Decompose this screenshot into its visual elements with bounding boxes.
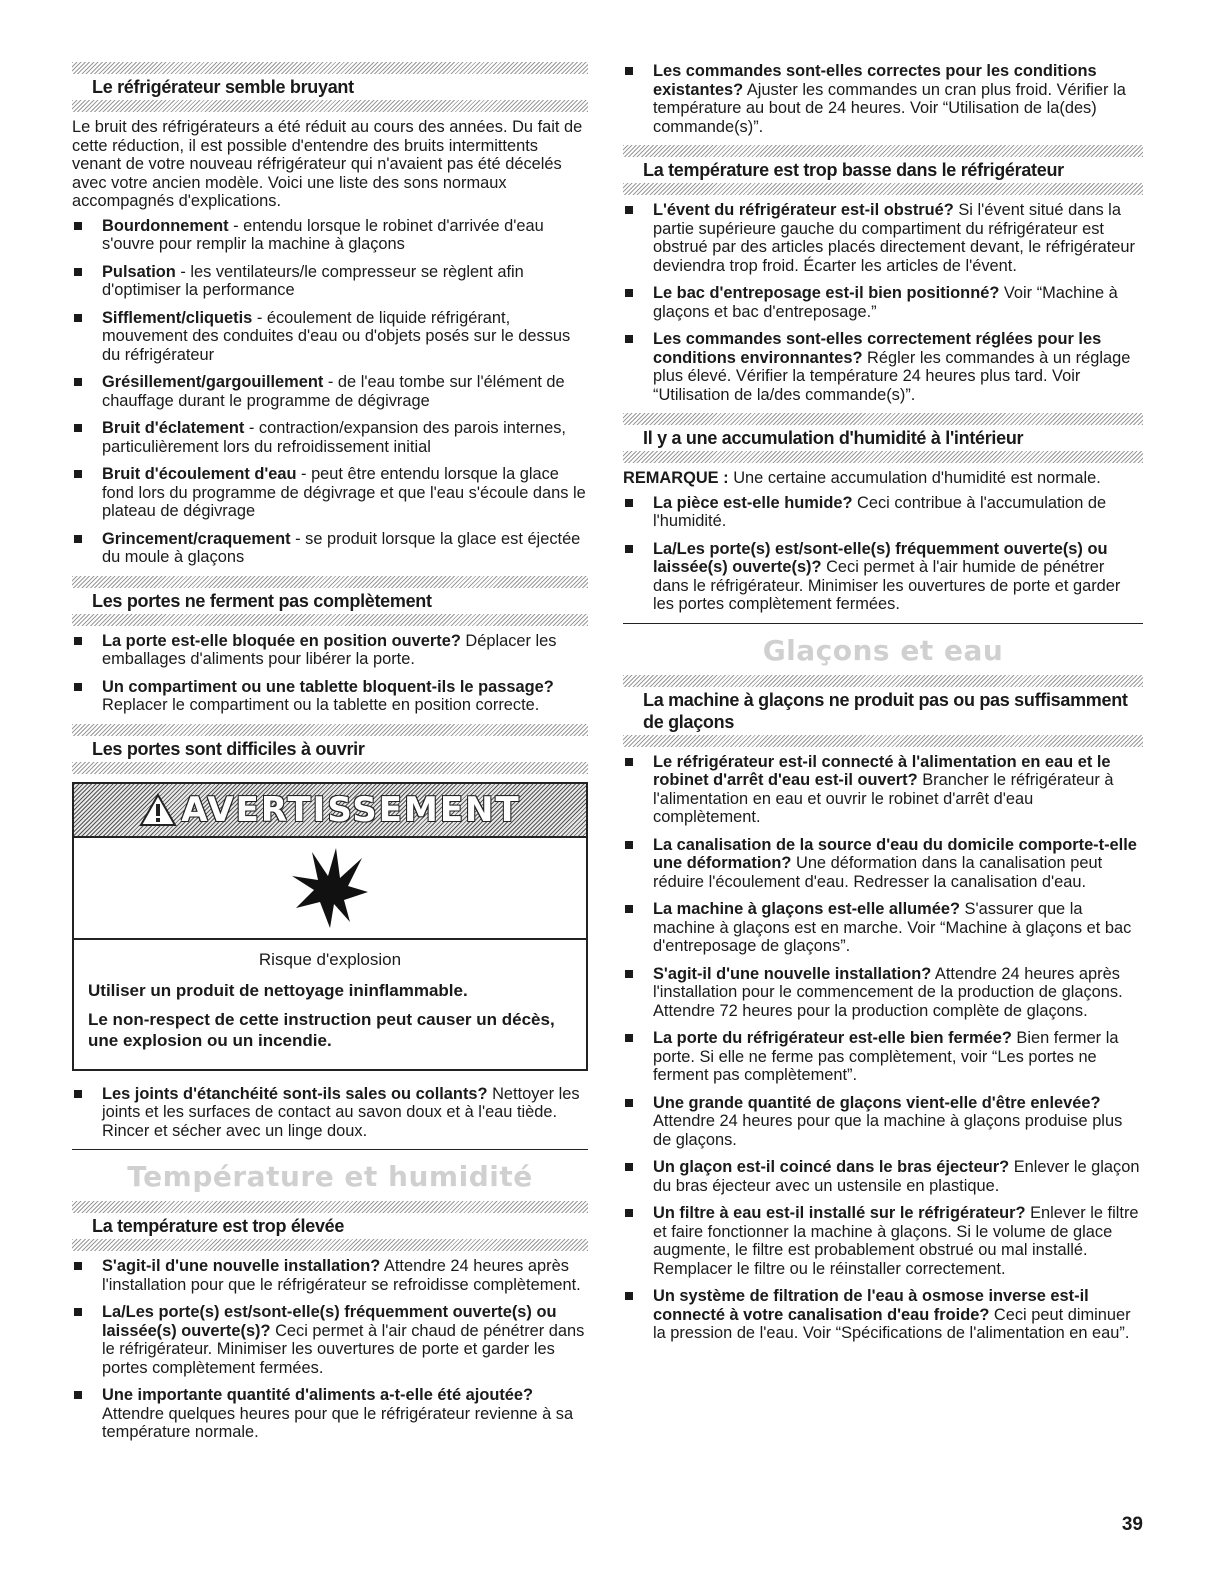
list-item: [72, 1257, 588, 1294]
list-glacons: [623, 753, 1143, 1343]
item-question: Grésillement/gargouillement: [102, 373, 324, 391]
item-text: - contraction/expansion des parois internes, particulièrement lors du refroidissement initial: [102, 419, 566, 456]
heading-glacons: La machine à glaçons ne produit pas ou pas suffisamment de glaçons: [623, 675, 1143, 747]
bullet-square-icon: [625, 1034, 633, 1042]
list-item: [623, 1029, 1143, 1085]
item-question: Le réfrigérateur est-il connecté à l'alimentation en eau et le robinet d'arrêt d'eau est-il ouvert?: [653, 752, 1111, 789]
item-question: La porte est-elle bloquée en position ouverte?: [102, 631, 461, 650]
item-text: Voir “Machine à glaçons et bac d'entreposage.”: [653, 284, 1118, 321]
item-question: Un filtre à eau est-il installé sur le réfrigérateur?: [653, 1204, 1026, 1222]
item-text: Ceci permet à l'air chaud de pénétrer dans le réfrigérateur. Minimiser les ouvertures de porte et garder les portes complètement fermées.: [102, 1321, 585, 1377]
item-text: Attendre 24 heures après l'installation pour que le réfrigérateur se refroidisse complètement.: [102, 1257, 581, 1294]
item-question: Une importante quantité d'aliments a-t-elle été ajoutée?: [102, 1386, 534, 1404]
warning-box: [72, 782, 588, 1071]
item-text: - entendu lorsque le robinet d'arrivée d'eau s'ouvre pour remplir la machine à glaçons: [102, 216, 544, 253]
list-item: [623, 753, 1143, 827]
item-text: Attendre 24 heures pour que la machine à glaçons produise plus de glaçons.: [653, 1112, 1123, 1149]
list-item: [72, 309, 588, 365]
item-text: - écoulement de liquide réfrigérant, mouvement des conduites d'eau ou d'objets posés sur le dessus du réfrigérateur: [102, 308, 571, 364]
list-item: [623, 1204, 1143, 1278]
heading-portes-difficiles: Les portes sont difficiles à ouvrir: [72, 724, 588, 774]
list-item: [72, 373, 588, 410]
bullet-square-icon: [74, 314, 82, 322]
warning-line-1: Utiliser un produit de nettoyage ininflammable.: [88, 980, 468, 1000]
bullet-square-icon: [625, 67, 633, 75]
bullet-square-icon: [625, 499, 633, 507]
bullet-square-icon: [625, 289, 633, 297]
list-item: [72, 678, 588, 715]
item-text: Nettoyer les joints et les surfaces de contact au savon doux et à l'eau tiède. Rincer et sécher avec un linge doux.: [102, 1084, 580, 1140]
list-item: [72, 530, 588, 567]
bullet-square-icon: [74, 378, 82, 386]
bullet-square-icon: [625, 1292, 633, 1300]
bullet-square-icon: [625, 841, 633, 849]
item-text: - les ventilateurs/le compresseur se règlent afin d'optimiser la performance: [102, 262, 524, 299]
item-text: Ceci permet à l'air humide de pénétrer dans le réfrigérateur. Minimiser les ouvertures de porte et garder les portes complètement fermées.: [653, 558, 1121, 613]
item-question: Un glaçon est-il coincé dans le bras éjecteur?: [653, 1158, 1010, 1176]
bullet-square-icon: [625, 970, 633, 978]
item-text: Ceci peut diminuer la pression de l'eau. Voir “Spécifications de l'alimentation en eau”.: [653, 1305, 1131, 1342]
item-text: Enlever le filtre et faire fonctionner la machine à glaçons. Si le volume de glace augmente, le filtre est probablement obstrué ou mal installé. Remplacer le filtre ou le réinstaller correctement.: [653, 1204, 1139, 1278]
item-question: S'agit-il d'une nouvelle installation?: [653, 964, 932, 983]
item-text: Régler les commandes à un réglage plus élevé. Vérifier la température 24 heures plus tard. Voir “Utilisation de la/des commande(s)”.: [653, 348, 1131, 404]
item-question: La machine à glaçons est-elle allumée?: [653, 900, 960, 918]
remark: REMARQUE : Une certaine accumulation d'humidité est normale.: [623, 469, 1101, 487]
list-item: [623, 836, 1143, 892]
list-item: [623, 540, 1143, 614]
bullet-square-icon: [74, 535, 82, 543]
item-text: Attendre quelques heures pour que le réfrigérateur revienne à sa température normale.: [102, 1404, 574, 1441]
item-question: Bruit d'écoulement d'eau: [102, 465, 297, 483]
section-title-glacons: Glaçons et eau: [762, 633, 1004, 667]
heading-elevee: La température est trop élevée: [72, 1201, 588, 1251]
list-top-right: [623, 62, 1143, 136]
heading-bruyant: Le réfrigérateur semble bruyant: [72, 62, 588, 112]
item-question: Les joints d'étanchéité sont-ils sales ou collants?: [102, 1084, 488, 1103]
list-item: [623, 494, 1143, 531]
list-item: [623, 284, 1143, 321]
item-question: La porte du réfrigérateur est-elle bien fermée?: [653, 1029, 1012, 1047]
list-item: [623, 1287, 1143, 1343]
item-text: Ceci contribue à l'accumulation de l'humidité.: [653, 493, 1107, 530]
item-text: Replacer le compartiment ou la tablette en position correcte.: [102, 696, 540, 714]
item-text: Déplacer les emballages d'aliments pour libérer la porte.: [102, 631, 557, 668]
bullet-square-icon: [625, 1163, 633, 1171]
list-elevee: [72, 1257, 588, 1442]
list-item: [623, 965, 1143, 1021]
item-question: Bourdonnement: [102, 216, 229, 235]
item-question: La/Les porte(s) est/sont-elle(s) fréquemment ouverte(s) ou laissée(s) ouverte(s)?: [653, 539, 1108, 576]
item-text: - de l'eau tombe sur l'élément de chauffage durant le programme de dégivrage: [102, 373, 565, 410]
bullet-square-icon: [74, 1308, 82, 1316]
intro-paragraph: Le bruit des réfrigérateurs a été réduit au cours des années. Du fait de cette réduction, il est possible d'entendre des bruits intermittents venant de votre nouveau réfrigérateur qui n'avaient pas été décelés avec votre ancien modèle. Voici une liste des sons normaux accompagnés d'explications.: [72, 118, 583, 210]
list-portes-ferment: [72, 632, 588, 715]
item-question: Une grande quantité de glaçons vient-elle d'être enlevée?: [653, 1093, 1101, 1112]
item-text: Enlever le glaçon du bras éjecteur avec un ustensile en plastique.: [653, 1158, 1140, 1195]
list-item: [623, 1094, 1143, 1150]
list-item: [623, 330, 1143, 404]
item-question: Le bac d'entreposage est-il bien positionné?: [653, 284, 1000, 302]
list-item: [623, 900, 1143, 956]
bullet-square-icon: [74, 470, 82, 478]
item-text: Attendre 24 heures après l'installation pour le commencement de la production de glaçons. Attendre 72 heures pour la production complète de glaçons.: [653, 964, 1123, 1020]
list-item: [72, 632, 588, 669]
bullet-square-icon: [74, 637, 82, 645]
left-column: [72, 62, 588, 1451]
bullet-square-icon: [74, 268, 82, 276]
item-text: Ajuster les commandes un cran plus froid. Vérifier la température au bout de 24 heures. Voir “Utilisation de la(des) commande(s)”.: [653, 80, 1126, 136]
list-item: [72, 1085, 588, 1141]
list-item: [72, 419, 588, 456]
heading-portes-ferment: Les portes ne ferment pas complètement: [72, 576, 588, 626]
bullet-square-icon: [74, 424, 82, 432]
item-question: La canalisation de la source d'eau du domicile comporte-t-elle une déformation?: [653, 835, 1137, 872]
item-text: S'assurer que la machine à glaçons est en marche. Voir “Machine à glaçons et bac d'entreposage de glaçons”.: [653, 900, 1132, 955]
bullet-square-icon: [625, 905, 633, 913]
bullet-square-icon: [74, 222, 82, 230]
warning-triangle-icon: [139, 793, 177, 827]
bullet-square-icon: [625, 1209, 633, 1217]
list-bruyant: [72, 217, 588, 567]
heading-humidite: Il y a une accumulation d'humidité à l'intérieur: [623, 413, 1143, 463]
item-question: La/Les porte(s) est/sont-elle(s) fréquemment ouverte(s) ou laissée(s) ouverte(s)?: [102, 1303, 557, 1340]
list-item: [72, 1303, 588, 1377]
list-portes-difficiles: [72, 1085, 588, 1141]
explosion-icon: [290, 846, 370, 930]
list-item: [623, 201, 1143, 275]
list-item: [72, 217, 588, 254]
list-basse: [623, 201, 1143, 404]
list-item: [623, 62, 1143, 136]
bullet-square-icon: [625, 206, 633, 214]
item-text: - peut être entendu lorsque la glace fond lors du programme de dégivrage et que l'eau s'écoule dans le plateau de dégivrage: [102, 465, 586, 520]
warning-line-2: Le non-respect de cette instruction peut causer un décès, une explosion ou un incendie.: [88, 1009, 555, 1050]
warning-title: AVERTISSEMENT: [181, 789, 521, 830]
item-question: Pulsation: [102, 262, 176, 281]
list-humidite: [623, 494, 1143, 614]
item-question: S'agit-il d'une nouvelle installation?: [102, 1257, 381, 1275]
item-question: Un système de filtration de l'eau à osmose inverse est-il connecté à votre canalisation d'eau froide?: [653, 1287, 1089, 1324]
list-item: [72, 1386, 588, 1442]
item-text: Une déformation dans la canalisation peut réduire l'écoulement d'eau. Redresser la canalisation d'eau.: [653, 854, 1103, 891]
warning-risk: Risque d'explosion: [258, 949, 402, 969]
item-text: Brancher le réfrigérateur à l'alimentation en eau et ouvrir le robinet d'arrêt d'eau complètement.: [653, 771, 1114, 826]
item-question: Les commandes sont-elles correctes pour les conditions existantes?: [653, 62, 1097, 99]
list-item: [623, 1158, 1143, 1195]
item-question: Sifflement/cliquetis: [102, 308, 253, 327]
item-text: Bien fermer la porte. Si elle ne ferme pas complètement, voir “Les portes ne ferment pas complètement”.: [653, 1029, 1119, 1084]
item-question: Les commandes sont-elles correctement réglées pour les conditions environnantes?: [653, 330, 1102, 367]
item-question: La pièce est-elle humide?: [653, 493, 853, 512]
bullet-square-icon: [625, 758, 633, 766]
page-number: 39: [1121, 1514, 1143, 1535]
list-item: [72, 263, 588, 300]
heading-basse: La température est trop basse dans le réfrigérateur: [623, 145, 1143, 195]
bullet-square-icon: [625, 545, 633, 553]
item-text: - se produit lorsque la glace est éjectée du moule à glaçons: [102, 529, 581, 566]
bullet-square-icon: [74, 1090, 82, 1098]
list-item: [72, 465, 588, 521]
bullet-square-icon: [74, 683, 82, 691]
bullet-square-icon: [625, 1099, 633, 1107]
warning-header: [74, 784, 586, 838]
item-question: L'évent du réfrigérateur est-il obstrué?: [653, 201, 954, 219]
bullet-square-icon: [625, 335, 633, 343]
item-question: Bruit d'éclatement: [102, 419, 245, 437]
item-text: Si l'évent situé dans la partie supérieure gauche du compartiment du réfrigérateur est obstrué par des articles placés directement devant, le réfrigérateur deviendra trop froid. Écarter les articles de l'évent.: [653, 201, 1135, 275]
item-question: Un compartiment ou une tablette bloquent-ils le passage?: [102, 677, 554, 696]
item-question: Grincement/craquement: [102, 529, 291, 548]
bullet-square-icon: [74, 1262, 82, 1270]
right-column: [623, 62, 1143, 1352]
bullet-square-icon: [74, 1391, 82, 1399]
section-title-temperature: Température et humidité: [127, 1160, 533, 1193]
